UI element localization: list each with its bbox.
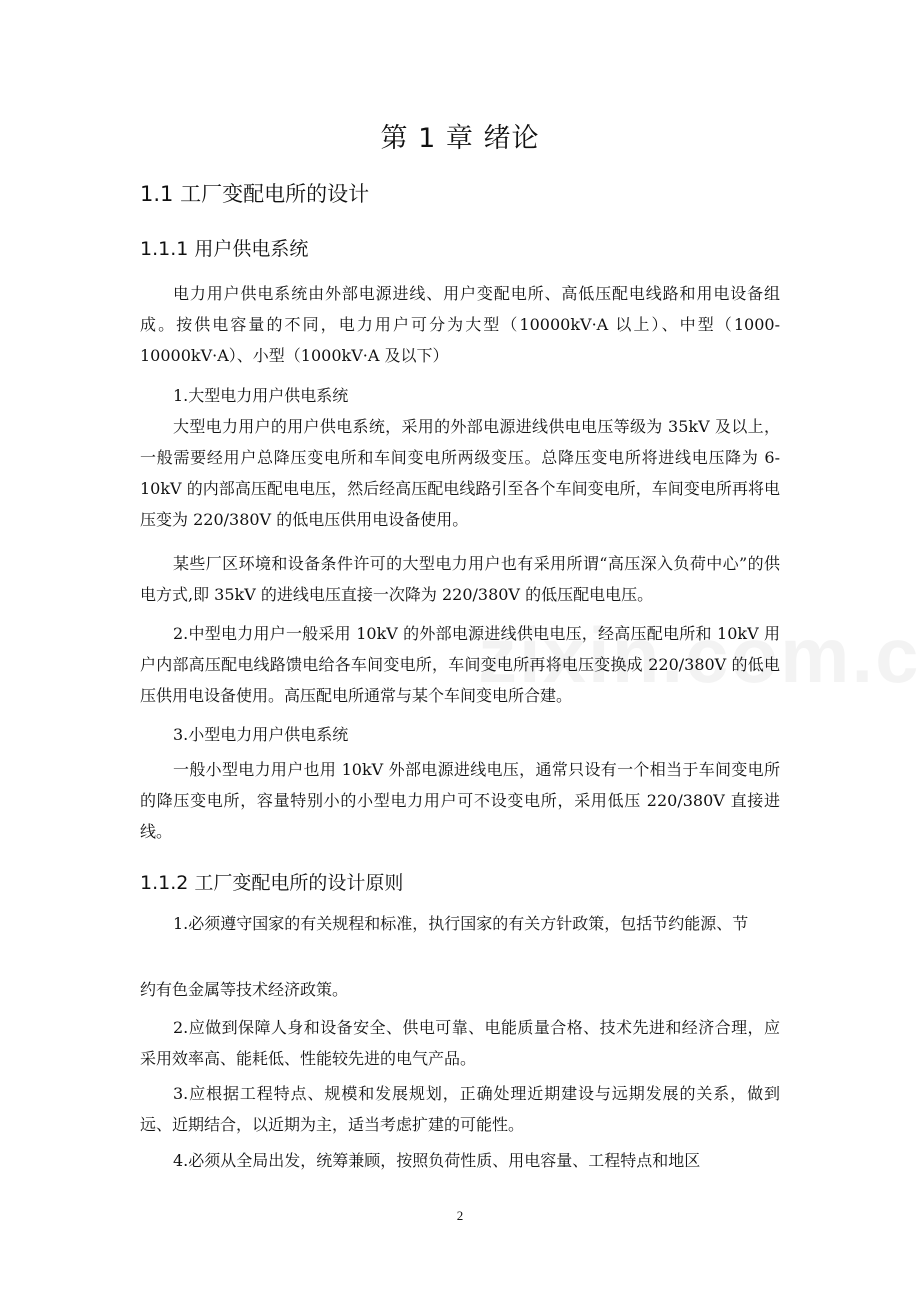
chapter-title: 第 1 章 绪论 [380,123,540,154]
paragraph: 电力用户供电系统由外部电源进线、用户变配电所、高低压配电线路和用电设备组成。按供电容量的不同，电力用户可分为大型（10000kV·A 以上）、中型（1000-10000kV·A）、小型（1000kV·A 及以下） [140,284,780,365]
paragraph: 某些厂区环境和设备条件许可的大型电力用户也有采用所谓“高压深入负荷中心”的供电方式,即 35kV 的进线电压直接一次降为 220/380V 的低压配电电压。 [140,554,780,604]
section-heading-1-1-2: 1.1.2 工厂变配电所的设计原则 [140,872,404,894]
paragraph: 3.应根据工程特点、规模和发展规划，正确处理近期建设与远期发展的关系，做到远、近期结合，以近期为主，适当考虑扩建的可能性。 [140,1084,780,1134]
paragraph: 2.中型电力用户一般采用 10kV 的外部电源进线供电电压，经高压配电所和 10kV 用户内部高压配电线路馈电给各车间变电所，车间变电所再将电压变换成 220/380V 的低电压供用电设备使用。高压配电所通常与某个车间变电所合建。 [140,624,780,705]
page-number: 2 [456,1208,464,1223]
paragraph: 1.大型电力用户供电系统 [173,386,349,405]
paragraph: 1.必须遵守国家的有关规程和标准，执行国家的有关方针政策，包括节约能源、节 [173,914,749,933]
paragraph: 2.应做到保障人身和设备安全、供电可靠、电能质量合格、技术先进和经济合理，应采用效率高、能耗低、性能较先进的电气产品。 [140,1018,780,1068]
paragraph: 约有色金属等技术经济政策。 [140,980,349,999]
section-heading-1-1-1: 1.1.1 用户供电系统 [140,238,309,260]
paragraph: 大型电力用户的用户供电系统，采用的外部电源进线供电电压等级为 35kV 及以上，一般需要经用户总降压变电所和车间变电所两级变压。总降压变电所将进线电压降为 6-10kV 的内部高压配电电压，然后经高压配电线路引至各个车间变电所，车间变电所再将电压变为 220/380V 的低电压供用电设备使用。 [140,417,780,529]
paragraph: 3.小型电力用户供电系统 [173,725,349,744]
section-heading-1-1: 1.1 工厂变配电所的设计 [140,182,370,206]
paragraph: 一般小型电力用户也用 10kV 外部电源进线电压，通常只设有一个相当于车间变电所的降压变电所，容量特别小的小型电力用户可不设变电所，采用低压 220/380V 直接进线。 [140,760,780,841]
paragraph: 4.必须从全局出发，统筹兼顾，按照负荷性质、用电容量、工程特点和地区 [173,1151,701,1170]
